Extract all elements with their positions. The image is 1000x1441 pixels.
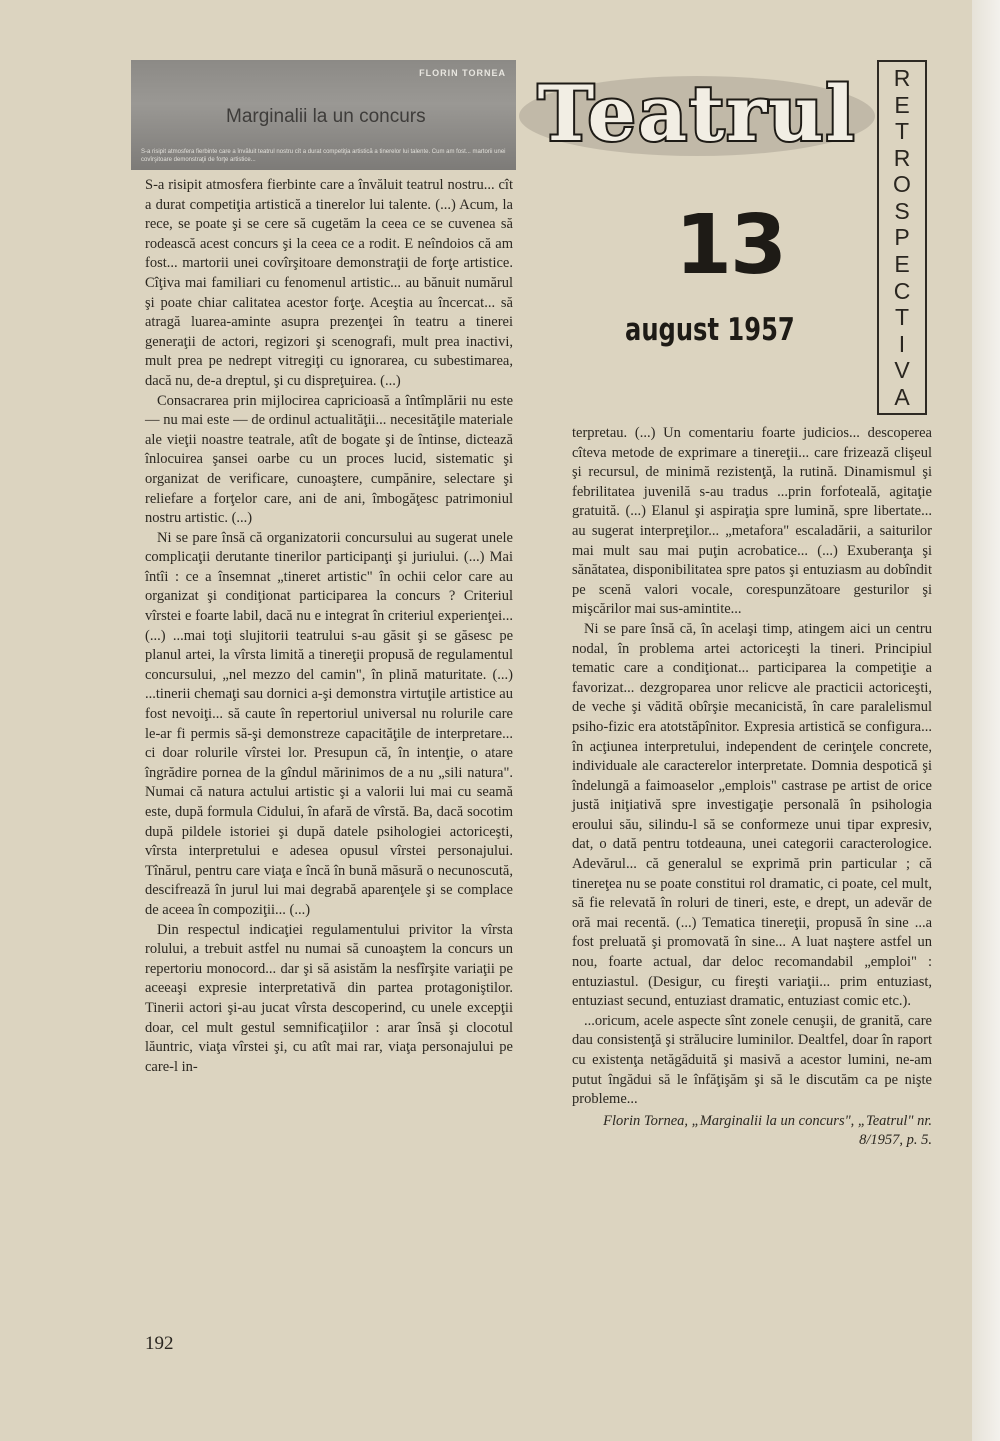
paragraph: terpretau. (...) Un comentariu foarte judicios... descoperea cîteva metode de exprimare a tinereţii... care frizează clişeul şi recursul, de minimă rezistenţă, la rutină. Dinamismul şi febrilitatea juvenilă s-au tradus ...prin forfoteală, agitaţie gratuită. (...) Elanul şi aspiraţia spre lumină, spre libertate... au sugerat interpreţilor... „metafora" escaladării, a saiturilor mai mult sau mai puţin acrobatice... (...) Exuberanţa şi sănătatea, disponibilitatea spre patos şi entuziasm au dobîndit pe scenă valori vocale, corespunzătoare gesturilor şi mişcărilor mai sus-amintite... [572, 425, 932, 618]
retro-letter: I [898, 330, 906, 357]
retro-letter: A [894, 383, 910, 410]
clipping-title: Marginalii la un concurs [226, 106, 426, 127]
clipping-lead: S-a risipit atmosfera fierbinte care a învăluit teatrul nostru cît a durat competiţia artistică a tinerelor lui talente. Cum am fost... martorii unei covîrşitoare demonstraţii de forţe artistice... [141, 149, 506, 163]
clipping-photo [131, 60, 516, 170]
retro-letter: T [894, 304, 910, 331]
retro-letter: T [894, 118, 910, 145]
retro-letter: R [893, 65, 911, 91]
paragraph: Din respectul indicaţiei regulamentului privitor la vîrsta rolului, a trebuit astfel nu numai să cunoaştem la concurs un repertoriu monocord... dar şi să asistăm la nesfîrşite variaţii pe aceeaşi expresie interpretativă din partea protagoniştilor. Tinerii actori şi-au jucat vîrsta descoperind, cu unele excepţii doar, cel mult gestul semnificaţiilor : arar însă şi clocotul lăuntric, viaţa vîrstei şi, cu atît mai rar, viaţa personajului pe care-l in- [145, 921, 513, 1075]
paragraph: Consacrarea prin mijlocirea capricioasă a întîmplării nu este — nu mai este — de ordinul actualităţii... necesităţile materiale ale vieţii noastre teatrale, atît de bogate şi de întinse, dictează înlocuirea şansei oarbe cu un proces lucid, sistematic şi organizat de verificare, cunoaştere, cumpănire, selectare şi reliefare a forţelor care, ani de ani, îmbogăţesc patrimoniul nostru artistic. (...) [145, 392, 513, 527]
date-month-year: august 1957 [625, 312, 795, 348]
page-number: 192 [145, 1333, 174, 1354]
right-column [572, 424, 932, 1151]
source-signature: Florin Tornea, „Marginalii la un concurs", „Teatrul" nr. 8/1957, p. 5. [603, 1112, 932, 1149]
masthead-logo [515, 68, 880, 158]
left-column [145, 176, 513, 1077]
retro-letter: O [893, 171, 911, 198]
paragraph: S-a risipit atmosfera fierbinte care a învăluit teatrul nostru... cît a durat competiţia artistică a tinerelor lui talente. (...) Acum, la rece, se poate şi se cere să cugetăm la ceea ce se cuvenea să rodească acest concurs şi la ceea ce a rodit. E neîndoios că am fost... martorii unei covîrşitoare demonstraţii de forţe artistice. Cîţiva mai familiari cu fenomenul artistic... au bănuit numărul şi poate chiar calitatea acestor forţe. Aceştia au încercat... să atragă luarea-aminte asupra prezenţei în teatru a tinerei generaţii de actori, regizori şi scenografi, mult prea inactivi, mult prea pe nedrept vitregiţi cu ignorarea, cu subestimarea, dacă nu, de-a dreptul, şi cu dispreţuirea. (...) [145, 177, 513, 389]
paragraph: ...oricum, acele aspecte sînt zonele cenuşii, de granită, care dau consistenţă şi strălucire luminilor. Dealtfel, doar în raport cu existenţa netăgăduită şi masivă a acestor lumini, ne-am putut îngădui să le înfăţişăm şi să le discutăm ca pe nişte probleme... [572, 1012, 932, 1108]
retro-letter: E [894, 251, 910, 278]
retro-letter: S [894, 197, 910, 224]
retro-letter: V [894, 357, 910, 384]
masthead-logo-icon [515, 68, 880, 158]
paragraph: Ni se pare însă că, în acelaşi timp, atingem aici un centru nodal, în problema artei actoriceşti la tineri. Principiul tematic care a condiţionat... participarea la competiţie a favorizat... dezgroparea unor relicve ale practicii actoriceşti, de veche şi vădită obîrşie mecanicistă, în care paralelismul psiho-fizic era atotstăpînitor. Expresia artistică se configura... în acţiunea interpretului, independent de cerinţele concrete, individuale ale caracterelor interpretate. Domnia despotică şi îndelungă a faimoaselor „emplois" castrase pe artist de orice justă iniţiativă spre investigaţie personală în psihologia eroului său, silindu-l să se conformeze unui tipar expresiv, dat, o dată pentru totdeauna, unei categorii caracterologice. Adevărul... că generalul se exprimă prin particular ; că tinereţea nu se poate constitui rol dramatic, ci poate, cel mult, să fie relevată în roluri de tineri, este, e drept, un adevăr de oră mai recentă. (...) Tematica tinereţii, propusă în sine ...a fost preluată şi promovată în sine... A luat naştere astfel un nou, foarte actual, dar deloc recomandabil „emploi" : entuziastul. (Desigur, cu fireşti variaţii... prim entuziast, entuziast secund, entuziast dramatic, entuziast comic etc.). [572, 620, 932, 1010]
masthead-title: Teatrul [537, 69, 857, 158]
retro-letter: P [894, 224, 910, 251]
paragraph: Ni se pare însă că organizatorii concursului au sugerat unele complicaţii derutante tinerilor participanţi şi juriului. (...) Mai întîi : ce a însemnat „tineret artistic" în ochii celor care au organizat şi condiţionat participarea la concurs ? Criteriul vîrstei e foarte labil, dacă nu e integrat în criteriul experienţei... (...) ...mai toţi slujitorii teatrului s-au găsit şi se găsesc pe planul artei, la vîrsta limită a tinereţii propusă de regulamentul concursului, „nel mezzo del camin", în plină maturitate. (...) ...tinerii chemaţi sau dornici a-şi demonstra virtuţile artistice au fost nevoiţi... să caute în repertoriul universal nu rolurile care le-ar fi permis să-şi demonstreze capacităţile de interpretare... ci doar rolurile vîrstei lor. Presupun că, în intenţie, o atare îngrădire pornea de la gîndul mărinimos de a nu „sili natura". Numai că natura actului artistic şi a valorii lui mai cu seamă este, după formula Cidului, în afară de vîrstă. Ba, dacă socotim după pildele istoriei şi după datele psihologiei actoriceşti, vîrsta interpretului e adesea opusul vîrstei personajului. Tînărul, pentru care viaţa e încă în bună măsură o necunoscută, descifrează în jurul lui mai degrabă aparenţele şi se complace de aceea în compoziţii... (...) [145, 529, 513, 918]
clipping-author: FLORIN TORNEA [419, 68, 506, 78]
retro-letter: C [893, 277, 911, 304]
page-edge [972, 0, 1000, 1441]
retro-letter: E [894, 91, 910, 118]
retro-letter: R [893, 144, 911, 171]
date-day: 13 [674, 198, 786, 293]
retrospectiva-strip [877, 60, 927, 415]
